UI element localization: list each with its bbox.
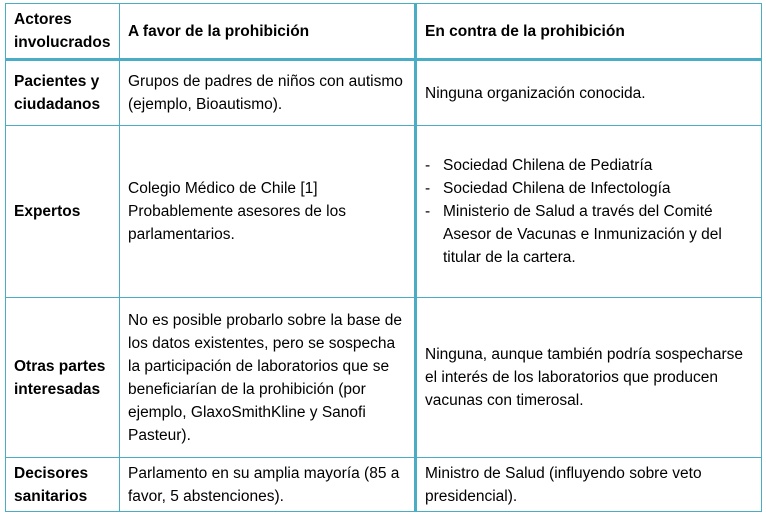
table-row xyxy=(6,458,762,512)
contra-cell: Ninguna, aunque también podría sospecharse el interés de los laboratorios que producen vacunas con timerosal. xyxy=(416,298,762,458)
actors-table xyxy=(5,3,762,512)
contra-cell: Ninguna organización conocida. xyxy=(416,60,762,126)
header-contra: En contra de la prohibición xyxy=(416,4,762,60)
contra-cell xyxy=(416,126,762,298)
favor-cell: No es posible probarlo sobre la base de los datos existentes, pero se sospecha la participación de laboratorios que se beneficiarían de la prohibición (por ejemplo, GlaxoSmithKline y Sanofi Pasteur). xyxy=(120,298,416,458)
table-row xyxy=(6,60,762,126)
list-item xyxy=(425,177,753,200)
list-item xyxy=(425,200,753,269)
header-favor: A favor de la prohibición xyxy=(120,4,416,60)
favor-cell: Grupos de padres de niños con autismo (ejemplo, Bioautismo). xyxy=(120,60,416,126)
dash-bullet: - xyxy=(425,203,431,220)
contra-list xyxy=(425,154,753,269)
table-row xyxy=(6,298,762,458)
header-actors: Actores involucrados xyxy=(6,4,120,60)
list-item-text: Sociedad Chilena de Infectología xyxy=(443,180,671,197)
table-row xyxy=(6,126,762,298)
dash-bullet: - xyxy=(425,157,431,174)
favor-cell: Colegio Médico de Chile [1] Probablemente asesores de los parlamentarios. xyxy=(120,126,416,298)
list-item-text: Ministerio de Salud a través del Comité Asesor de Vacunas e Inmunización y del titular de la cartera. xyxy=(443,203,722,266)
actor-cell: Pacientes y ciudadanos xyxy=(6,60,120,126)
actor-cell: Decisores sanitarios xyxy=(6,458,120,512)
list-item-text: Sociedad Chilena de Pediatría xyxy=(443,157,653,174)
favor-cell: Parlamento en su amplia mayoría (85 a favor, 5 abstenciones). xyxy=(120,458,416,512)
actor-cell: Expertos xyxy=(6,126,120,298)
actor-cell: Otras partes interesadas xyxy=(6,298,120,458)
table-header-row xyxy=(6,4,762,60)
list-item xyxy=(425,154,753,177)
contra-cell: Ministro de Salud (influyendo sobre veto presidencial). xyxy=(416,458,762,512)
dash-bullet: - xyxy=(425,180,431,197)
